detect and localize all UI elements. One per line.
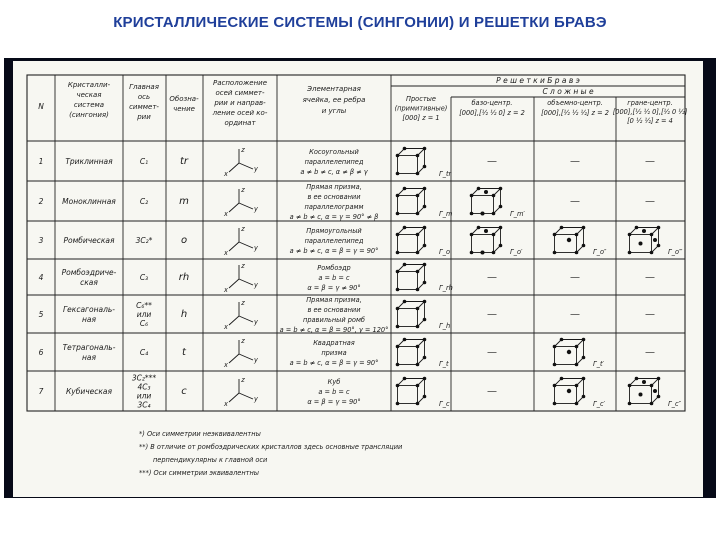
- row-notation: o: [180, 235, 188, 246]
- row-system: Тетрагональ-: [62, 343, 116, 352]
- row-axis: или: [136, 310, 152, 319]
- header-system: (сингония): [69, 111, 109, 119]
- footnotes: [139, 430, 403, 477]
- row-cell-desc: параллелепипед: [304, 237, 364, 245]
- face-dash: —: [645, 196, 655, 207]
- header-axis: Главная: [129, 83, 159, 91]
- header-base: базо-центр.: [471, 99, 513, 107]
- row-system: Триклинная: [65, 157, 113, 166]
- axis-label-x: x: [224, 361, 228, 369]
- base-lattice: [470, 187, 503, 216]
- row-axis: 3C₂***: [131, 373, 157, 383]
- simple-lattice: [396, 338, 427, 367]
- face-lattice: [628, 226, 661, 255]
- face-lattice: [628, 377, 661, 406]
- row-number: 7: [38, 387, 44, 396]
- header-base: [000],[½ ½ 0] z = 2: [459, 109, 525, 117]
- table-row: [39, 337, 655, 369]
- axis-label-y: y: [254, 205, 258, 213]
- row-notation: t: [182, 347, 186, 358]
- face-dash: —: [645, 309, 655, 320]
- base-lattice: [470, 226, 503, 255]
- axis-label-y: y: [254, 318, 258, 326]
- base-label: Γ_m′: [510, 210, 525, 218]
- row-cell-desc: a = b = c: [318, 274, 350, 282]
- axis-label-z: z: [241, 186, 245, 194]
- face-dash: —: [645, 272, 655, 283]
- simple-lattice: [396, 147, 427, 176]
- row-cell-desc: a = b = c: [318, 388, 350, 396]
- header-face: [0 ½ ½] z = 4: [627, 117, 673, 125]
- row-cell-desc: Куб: [327, 378, 341, 386]
- axis-label-x: x: [224, 170, 228, 178]
- simple-label: Γ_h: [439, 322, 451, 330]
- header-axes-location: ление осей ко-: [212, 109, 268, 117]
- row-system: Кубическая: [65, 387, 113, 396]
- row-notation: rh: [178, 272, 190, 283]
- table-row: [39, 183, 655, 221]
- axis-label-y: y: [254, 244, 258, 252]
- row-cell-desc: Ромбоэдр: [317, 264, 351, 272]
- simple-label: Γ_o: [439, 248, 451, 256]
- face-dash: —: [645, 347, 655, 358]
- header-body: объемно-центр.: [547, 99, 603, 107]
- body-dash: —: [570, 272, 580, 283]
- base-dash: —: [487, 309, 497, 320]
- axes-sketch: [223, 146, 258, 178]
- row-cell-desc: a ≠ b ≠ c, α = β = γ = 90°: [289, 247, 379, 255]
- header-bravais: Р е ш е т к и Б р а в э: [496, 76, 580, 85]
- row-cell-desc: Прямая призма,: [306, 296, 362, 304]
- scanned-table: [13, 61, 703, 497]
- header-axis: симмет-: [129, 103, 159, 111]
- footnote: *) Оси симметрии неэквивалентны: [139, 430, 261, 438]
- axes-sketch: [223, 186, 258, 218]
- axis-label-x: x: [224, 400, 228, 408]
- header-system: Кристалли-: [67, 81, 111, 89]
- simple-lattice: [396, 187, 427, 216]
- page-title: КРИСТАЛЛИЧЕСКИЕ СИСТЕМЫ (СИНГОНИИ) И РЕШЕТКИ БРАВЭ: [113, 14, 607, 31]
- header-face: гране-центр.: [627, 99, 673, 107]
- row-axis: C₆: [139, 319, 149, 328]
- header-axis: рии: [137, 113, 151, 121]
- header-notation: Обозна-: [169, 95, 199, 103]
- header-axes-location: ординат: [224, 119, 256, 127]
- body-label: Γ_o″: [593, 248, 607, 256]
- row-number: 4: [38, 273, 44, 282]
- row-cell-desc: a ≠ b ≠ c, α = γ = 90° ≠ β: [289, 213, 379, 221]
- row-cell-desc: α = β = γ ≠ 90°: [307, 284, 361, 292]
- table-row: [39, 262, 655, 294]
- base-dash: —: [487, 347, 497, 358]
- header-system: система: [73, 101, 105, 109]
- row-axis: 3C₂*: [135, 236, 153, 245]
- axis-label-z: z: [241, 146, 245, 154]
- row-number: 1: [38, 157, 44, 166]
- table-header: [38, 76, 688, 127]
- row-axis: C₂: [139, 197, 149, 206]
- body-dash: —: [570, 196, 580, 207]
- body-label: Γ_t′: [593, 360, 605, 368]
- header-axes-location: Расположение: [212, 79, 268, 87]
- axis-label-z: z: [241, 225, 245, 233]
- row-axis: 3C₄: [137, 400, 151, 410]
- header-notation: чение: [173, 105, 195, 113]
- table-row: [39, 296, 655, 334]
- row-cell-desc: a ≠ b ≠ c, α ≠ β ≠ γ: [300, 168, 368, 176]
- footnote: ***) Оси симметрии эквивалентны: [139, 469, 260, 477]
- face-label: Γ_c″: [668, 400, 682, 408]
- axis-label-x: x: [224, 249, 228, 257]
- row-notation: h: [180, 309, 188, 320]
- row-system: Моноклинная: [62, 197, 116, 206]
- row-system: ная: [81, 353, 97, 362]
- axes-sketch: [223, 376, 258, 408]
- axis-label-x: x: [224, 323, 228, 331]
- row-axis: C₄: [139, 348, 149, 357]
- axis-label-x: x: [224, 286, 228, 294]
- header-cell: ячейка, ее ребра: [302, 96, 366, 104]
- row-notation: tr: [179, 156, 189, 167]
- row-system: ная: [81, 315, 97, 324]
- face-label: Γ_o‴: [668, 248, 683, 256]
- row-cell-desc: параллелепипед: [304, 158, 364, 166]
- axis-label-z: z: [241, 337, 245, 345]
- row-axis: C₁: [139, 157, 149, 166]
- row-cell-desc: α = β = γ = 90°: [307, 398, 361, 406]
- row-cell-desc: параллелограмм: [304, 203, 364, 211]
- row-cell-desc: Квадратная: [313, 339, 355, 347]
- row-cell-desc: правильный ромб: [303, 316, 365, 324]
- row-cell-desc: в ее основании: [307, 193, 361, 201]
- simple-label: Γ_c: [439, 400, 450, 408]
- row-notation: m: [179, 196, 189, 207]
- simple-lattice: [396, 300, 427, 329]
- simple-lattice: [396, 377, 427, 406]
- row-number: 2: [38, 197, 44, 206]
- header-num: N: [38, 102, 44, 111]
- row-system: Ромбоэдриче-: [61, 268, 117, 277]
- axis-label-z: z: [241, 376, 245, 384]
- row-cell-desc: Прямоугольный: [306, 227, 362, 235]
- row-notation: c: [181, 386, 187, 397]
- base-dash: —: [487, 156, 497, 167]
- body-dash: —: [570, 156, 580, 167]
- axis-label-y: y: [254, 281, 258, 289]
- simple-label: Γ_tr: [439, 170, 452, 178]
- simple-label: Γ_t: [439, 360, 449, 368]
- table-row: [39, 225, 683, 257]
- body-lattice: [553, 377, 586, 406]
- table-body: [39, 146, 683, 410]
- row-system: ская: [80, 278, 98, 287]
- row-number: 6: [38, 348, 44, 357]
- footnote: перпендикулярны к главной оси: [153, 456, 268, 464]
- header-face: [000],[½ ½ 0],[½ 0 ½]: [612, 108, 688, 116]
- header-axes-location: рии и направ-: [214, 99, 266, 107]
- row-axis: C₆**: [136, 301, 152, 310]
- header-complex: С л о ж н ы е: [542, 87, 594, 96]
- body-dash: —: [570, 309, 580, 320]
- base-dash: —: [487, 272, 497, 283]
- axis-label-y: y: [254, 395, 258, 403]
- face-dash: —: [645, 156, 655, 167]
- axes-sketch: [223, 262, 258, 294]
- header-body: [000],[½ ½ ½] z = 2: [541, 109, 609, 117]
- row-cell-desc: Косоугольный: [309, 148, 359, 156]
- simple-lattice: [396, 226, 427, 255]
- base-label: Γ_o′: [510, 248, 523, 256]
- axes-sketch: [223, 337, 258, 369]
- row-system: Ромбическая: [63, 236, 115, 245]
- row-cell-desc: в ее основании: [307, 306, 361, 314]
- header-simple: (примитивные): [394, 104, 448, 113]
- body-lattice: [553, 226, 586, 255]
- header-axes-location: осей симмет-: [215, 89, 265, 97]
- axis-label-y: y: [254, 356, 258, 364]
- body-lattice: [553, 338, 586, 367]
- row-cell-desc: Прямая призма,: [306, 183, 362, 191]
- simple-label: Γ_rh: [439, 284, 453, 292]
- axis-label-z: z: [241, 299, 245, 307]
- axis-label-x: x: [224, 210, 228, 218]
- row-axis: C₃: [139, 273, 149, 282]
- axes-sketch: [223, 225, 258, 257]
- row-cell-desc: призма: [321, 349, 347, 357]
- table-row: [39, 146, 655, 178]
- row-number: 5: [38, 310, 44, 319]
- simple-lattice: [396, 263, 427, 292]
- header-system: ческая: [76, 91, 102, 99]
- row-number: 3: [38, 236, 44, 245]
- axes-sketch: [223, 299, 258, 331]
- base-dash: —: [487, 386, 497, 397]
- body-label: Γ_c′: [593, 400, 606, 408]
- row-axis: или: [136, 391, 152, 401]
- row-cell-desc: a = b ≠ c, α = β = 90°, γ = 120°: [279, 326, 389, 334]
- row-cell-desc: a = b ≠ c, α = β = γ = 90°: [289, 359, 379, 367]
- header-simple: Простые: [406, 95, 436, 103]
- axis-label-z: z: [241, 262, 245, 270]
- header-simple: [000] z = 1: [402, 114, 440, 122]
- header-cell: Элементарная: [307, 85, 361, 93]
- table-row: [39, 374, 682, 410]
- axis-label-y: y: [254, 165, 258, 173]
- footnote: **) В отличие от ромбоэдрических кристаллов здесь основные трансляции: [139, 443, 403, 451]
- row-axis: 4C₃: [137, 382, 151, 392]
- header-axis: ось: [137, 93, 151, 101]
- simple-label: Γ_m: [439, 210, 453, 218]
- row-system: Гексагональ-: [63, 305, 115, 314]
- header-cell: и углы: [321, 107, 347, 115]
